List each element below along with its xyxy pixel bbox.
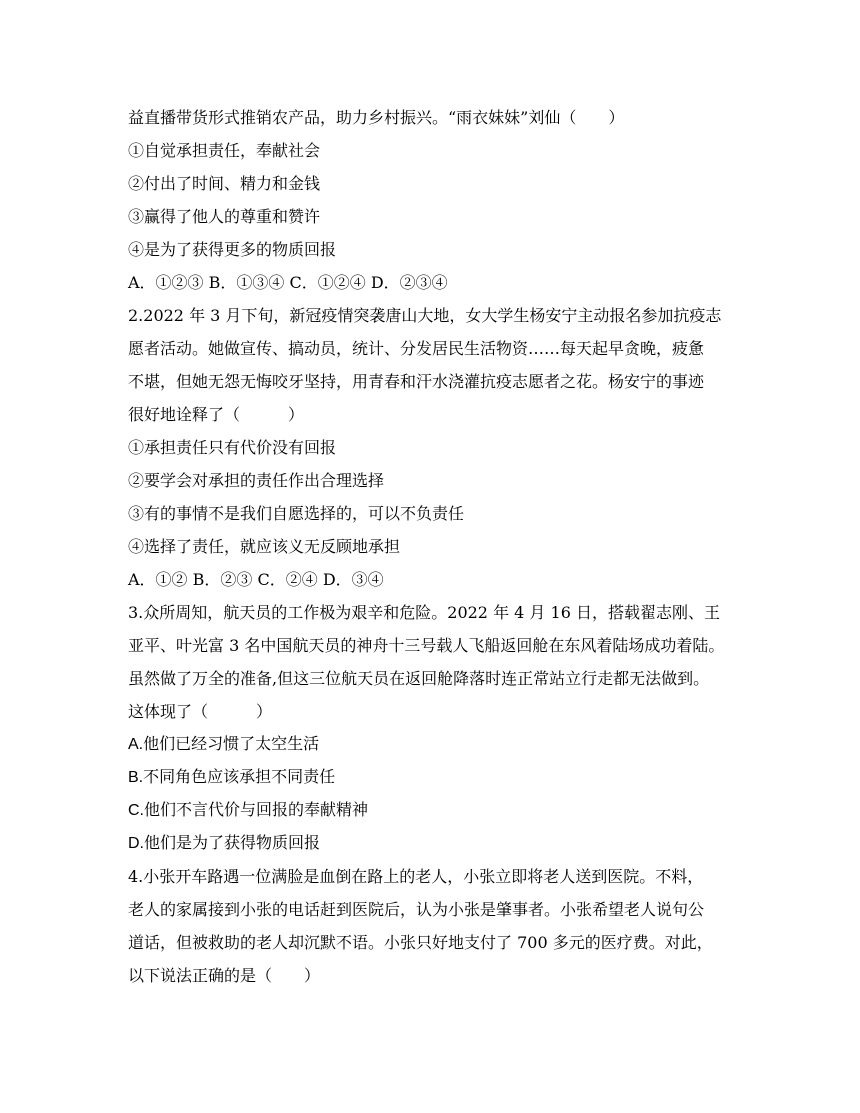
q2-item-4: ④选择了责任，就应该义无反顾地承担 [128, 537, 401, 556]
q3-option-d: D.他们是为了获得物质回报 [128, 835, 321, 852]
q3-option-b: B.不同角色应该承担不同责任 [128, 769, 336, 786]
q2-choices: A．①② B．②③ C．②④ D．③④ [128, 570, 384, 589]
q2-item-3: ③有的事情不是我们自愿选择的，可以不负责任 [128, 504, 465, 523]
q2-stem-line-1: 2.2022 年 3 月下旬，新冠疫情突袭唐山大地，女大学生杨安宁主动报名参加抗疫志 [128, 306, 722, 325]
q3-option-c: C.他们不言代价与回报的奉献精神 [128, 802, 369, 819]
q4-stem-line-1: 4.小张开车路遇一位满脸是血倒在路上的老人，小张立即将老人送到医院。不料， [128, 867, 704, 886]
q2-stem-line-4: 很好地诠释了（ ） [128, 405, 305, 424]
q1-choices: A．①②③ B．①③④ C．①②④ D．②③④ [128, 273, 448, 292]
q3-stem-line-4: 这体现了（ ） [128, 702, 273, 721]
q1-item-3: ③赢得了他人的尊重和赞许 [128, 207, 321, 226]
q4-stem-line-2: 老人的家属接到小张的电话赶到医院后，认为小张是肇事者。小张希望老人说句公 [128, 900, 705, 919]
question-content [128, 101, 734, 992]
q3-option-a: A.他们已经习惯了太空生活 [128, 736, 320, 753]
q4-stem-line-3: 道话，但被救助的老人却沉默不语。小张只好地支付了 700 多元的医疗费。对此， [128, 933, 713, 952]
q3-stem-line-3: 虽然做了万全的准备,但这三位航天员在返回舱降落时连正常站立行走都无法做到。 [128, 669, 710, 688]
q4-stem-line-4: 以下说法正确的是（ ） [128, 966, 321, 985]
q3-stem-line-1: 3.众所周知，航天员的工作极为艰辛和危险。2022 年 4 月 16 日，搭载翟志刚、王 [128, 603, 720, 622]
q1-stem-tail: 益直播带货形式推销农产品，助力乡村振兴。“雨衣妹妹”刘仙（ ） [128, 108, 625, 127]
q1-item-4: ④是为了获得更多的物质回报 [128, 240, 337, 259]
q2-item-2: ②要学会对承担的责任作出合理选择 [128, 471, 385, 490]
q2-item-1: ①承担责任只有代价没有回报 [128, 438, 337, 457]
q1-item-1: ①自觉承担责任，奉献社会 [128, 141, 321, 160]
q2-stem-line-3: 不堪，但她无怨无悔咬牙坚持，用青春和汗水浇灌抗疫志愿者之花。杨安宁的事迹 [128, 372, 705, 391]
q2-stem-line-2: 愿者活动。她做宣传、搞动员，统计、分发居民生活物资……每天起早贪晚，疲惫 [128, 339, 705, 358]
q3-stem-line-2: 亚平、叶光富 3 名中国航天员的神舟十三号载人飞船返回舱在东风着陆场成功着陆。 [128, 636, 725, 655]
q1-item-2: ②付出了时间、精力和金钱 [128, 174, 321, 193]
